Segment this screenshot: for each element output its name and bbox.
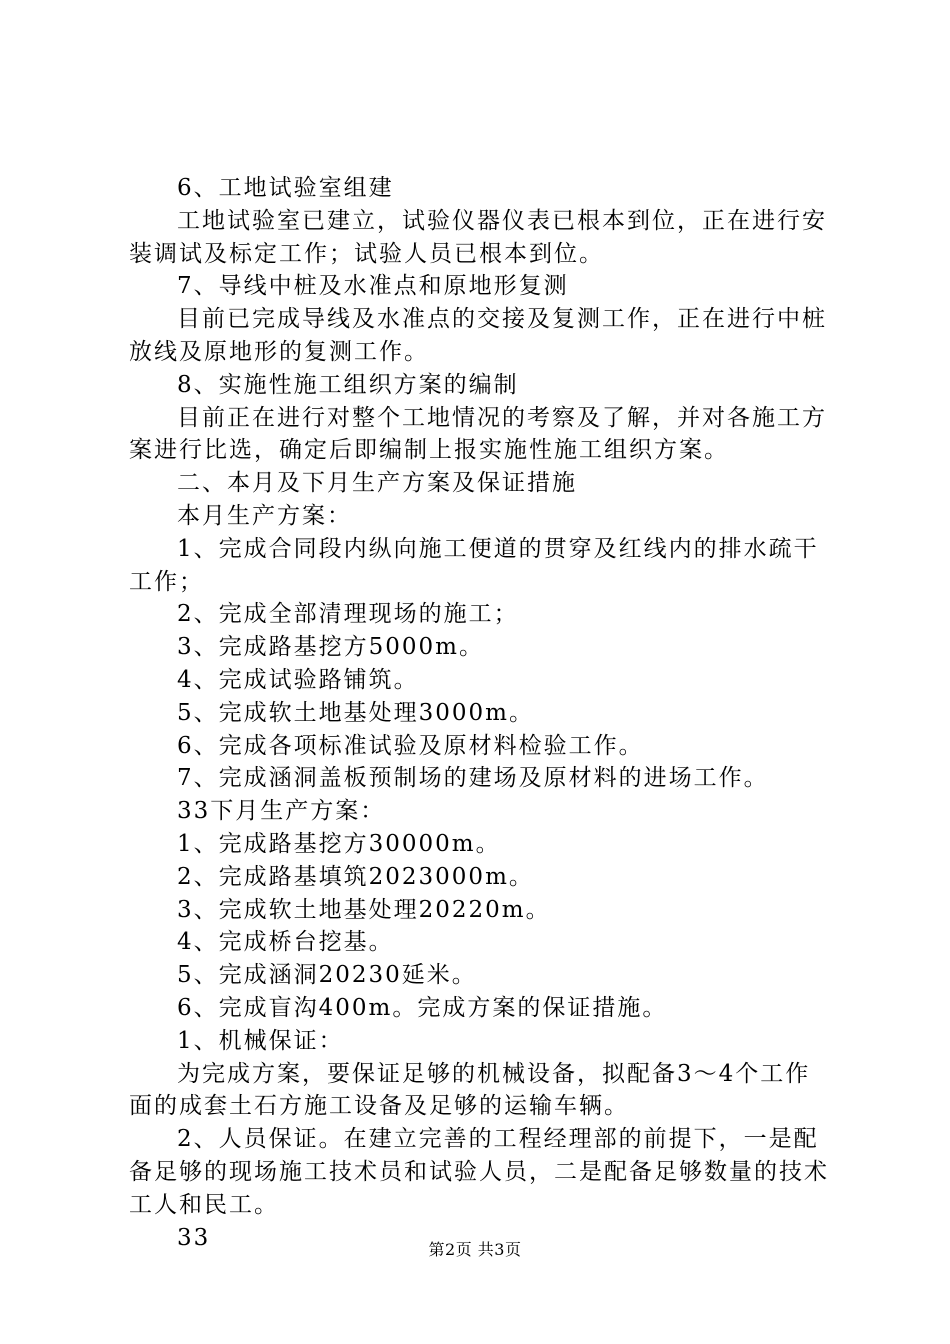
list-item: 6、完成盲沟400m。完成方案的保证措施。 [177,994,668,1021]
paragraph-survey-status: 目前已完成导线及水准点的交接及复测工作，正在进行中桩放线及原地形的复测工作。 [129,306,827,365]
list-item: 3、完成软土地基处理20220m。 [177,896,551,923]
subheading-this-month: 本月生产方案： [177,502,352,529]
document-body [129,172,831,1254]
heading-survey: 7、导线中桩及水准点和原地形复测 [177,273,569,300]
list-item: 1、完成路基挖方30000m。 [177,830,501,857]
paragraph-machinery: 为完成方案，要保证足够的机械设备，拟配备3～4个工作面的成套土石方施工设备及足够的运输车辆。 [129,1060,811,1120]
list-item: 2、完成全部清理现场的施工； [177,601,519,628]
paragraph-trailing-number: 33 [177,1224,211,1251]
list-item: 1、完成合同段内纵向施工便道的贯穿及红线内的排水疏干工作； [129,535,819,595]
section-heading-production-plan: 二、本月及下月生产方案及保证措施 [177,470,577,497]
paragraph-personnel: 2、人员保证。在建立完善的工程经理部的前提下，一是配备足够的现场施工技术员和试验人员，二是配备足够数量的技术工人和民工。 [129,1126,829,1218]
page-number-footer: 第2页 共3页 [428,1240,522,1259]
list-item: 3、完成路基挖方5000m。 [177,634,484,661]
list-item: 6、完成各项标准试验及原材料检验工作。 [177,732,644,759]
list-item: 4、完成桥台挖基。 [177,929,394,956]
list-item: 7、完成涵洞盖板预制场的建场及原材料的进场工作。 [177,765,769,792]
heading-construction-plan: 8、实施性施工组织方案的编制 [177,371,519,398]
paragraph-lab-status: 工地试验室已建立，试验仪器仪表已根本到位，正在进行安装调试及标定工作；试验人员已根本到位。 [129,207,827,267]
list-item: 5、完成涵洞20230延米。 [177,962,477,989]
subheading-machinery: 1、机械保证： [177,1027,344,1054]
subheading-next-month: 33下月生产方案： [177,798,386,825]
heading-lab-setup: 6、工地试验室组建 [177,175,394,201]
list-item: 5、完成软土地基处理3000m。 [177,699,534,726]
list-item: 2、完成路基填筑2023000m。 [177,863,534,890]
list-item: 4、完成试验路铺筑。 [177,666,419,693]
paragraph-plan-status: 目前正在进行对整个工地情况的考察及了解，并对各施工方案进行比选，确定后即编制上报实施性施工组织方案。 [129,404,827,464]
